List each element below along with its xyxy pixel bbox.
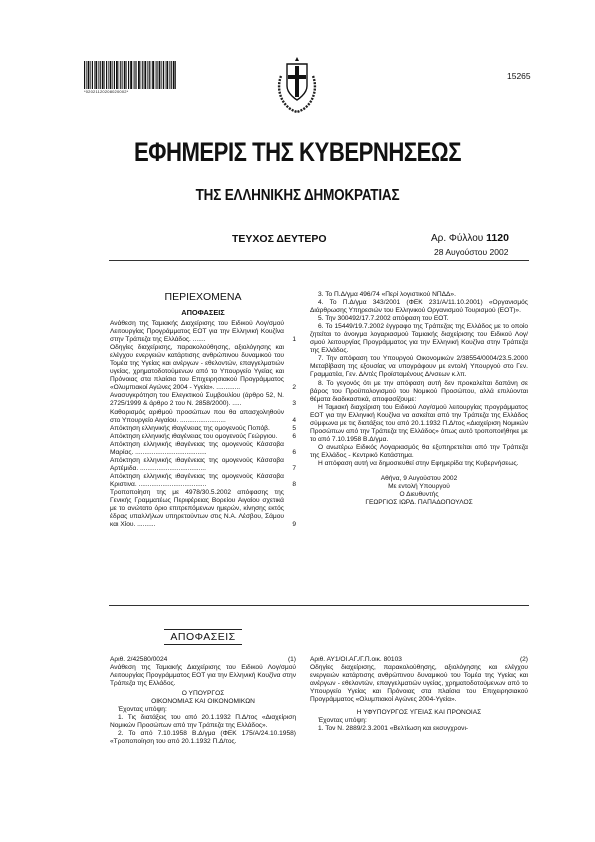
masthead-title: ΕΦΗΜΕΡΙΣ ΤΗΣ ΚΥΒΕΡΝΗΣΕΩΣ (133, 137, 461, 167)
toc-entry (110, 392, 296, 408)
toc-entry-page: 8 (292, 480, 296, 488)
decisions-heading (110, 629, 296, 645)
decision-1-authority-line1: Ο ΥΠΟΥΡΓΟΣ (181, 690, 225, 698)
paragraph: 5. Την 300492/17.7.2002 απόφαση του ΕΟΤ. (318, 315, 449, 323)
paragraph: 6. Το 15449/19.7.2002 έγγραφο της Τράπεζας της Ελλάδος με το οποίο ζητείται το άνοιγμα λογαριασμού Ταμιακής διαχείρισης του Ειδικού Λογ/σμού λειτουργίας Προγράμματος για την Ελληνική Κουζίνα στην Τράπεζα της Ελλάδος. (310, 323, 528, 355)
decision-1-having: Έχοντας υπόψη: (118, 706, 167, 714)
issue-sheet-number: 1120 (486, 232, 509, 244)
decision-1-title: Ανάθεση της Ταμιακής Διαχείρισης του Ειδικού Λογ/σμού Λειτουργίας Προγράμματος ΕΟΤ για την Ελληνική Κουζίνα στην Τράπεζα της Ελλάδος. (110, 664, 296, 688)
toc-entry-text: Απόκτηση ελληνικής ιθαγένειας της ομογενούς Κάσσοβα Κριστινα. ..................................... (110, 472, 284, 488)
toc-entry-page: 3 (292, 400, 296, 408)
toc-entry-page: 6 (292, 448, 296, 456)
coat-of-arms-icon (275, 56, 319, 116)
toc-entry-page: 6 (292, 432, 296, 440)
masthead (0, 135, 595, 205)
decision-1-number: (1) (287, 656, 296, 663)
barcode-bars (84, 61, 176, 89)
page-number: 15265 (507, 71, 531, 81)
issue-sheet-label: Αρ. Φύλλου (431, 233, 484, 244)
toc-entry-text: Απόκτηση ελληνικής ιθαγένειας της ομογενούς Κάσσοβα Μαρίας. ....................................... (110, 440, 284, 456)
toc-entry (110, 409, 296, 425)
issue-series: ΤΕΥΧΟΣ ΔΕΥΤΕΡΟ (232, 233, 327, 245)
header-divider (109, 260, 529, 261)
paragraph: Ο ανωτέρω Ειδικός Λογαριασμός θα εξυπηρετείται από την Τράπεζα της Ελλάδος - Κεντρικό Κατάστημα. (310, 443, 528, 459)
paragraph: 3. Το Π.Δ/γμα 496/74 «Περί λογιστικού ΝΠΔΔ». (318, 291, 456, 298)
decision-1 (110, 656, 296, 747)
paragraph: 7. Την απόφαση του Υπουργού Οικονομικών 2/38554/0004/23.5.2000 Μεταβίβαση της εξουσίας να υπογράφουν με εντολή Υπουργού στο Γεν. Γραμματέα, Γεν. Δ/ντές Προϊσταμένους Δ/νσεων κ.λπ. (310, 355, 528, 379)
toc-entry-text: Ανασυγκρότηση του Ελεγκτικού Συμβουλίου (άρθρο 52, Ν. 2725/1999 & άρθρο 2 του Ν. 2858/2000). ..... (110, 392, 284, 408)
signature-mandate: Με εντολή Υπουργού (388, 483, 450, 491)
toc-entry (110, 489, 296, 529)
decision-1-item: 2. Το από 7.10.1958 Β.Δ/γμα (ΦΕΚ 175/Α/24.10.1958) «Τροποποίηση του από 20.1.1932 Π.Δ/τος. (110, 730, 296, 746)
toc-entry-page: 2 (292, 384, 296, 392)
toc-entry-text: Τροποποίηση της με 4978/30.5.2002 απόφασης της Γενικής Γραμματέως Περιφέρειας Βορείου Αιγαίου σχετικά με το ανώτατο όριο επιτρεπόμενων ημερών, κίνησης εκτός έδρας υπαλλήλων υπηρετούντων στις Ν.Α. Λέσβου, Σάμου και Χίου. .......... (110, 488, 284, 529)
toc-entry (110, 433, 296, 441)
issue-sheet (431, 232, 509, 244)
toc-entry-page: 4 (292, 416, 296, 424)
toc-entry (110, 441, 296, 457)
decisions-heading-text: ΑΠΟΦΑΣΕΙΣ (164, 629, 241, 645)
decision-2-ref: Αριθ. ΑΥ1/ΟΙ.ΑΓ./Γ.Π.οικ. 80103 (310, 656, 402, 663)
paragraph: 4. Το Π.Δ/γμα 343/2001 (ΦΕΚ 231/Α/11.10.2001) «Οργανισμός Διάρθρωσης Υπηρεσιών του Ελληνικού Οργανισμού Τουρισμού (ΕΟΤ)». (310, 299, 528, 315)
signature-place-date: Αθήνα, 9 Αυγούστου 2002 (380, 475, 458, 483)
toc-entry-text: Καθορισμός αριθμού προσώπων που θα απασχοληθούν στο Υπουργείο Αιγαίου. ......................... (110, 408, 284, 424)
toc-subheading: ΑΠΟΦΑΣΕΙΣ (181, 308, 225, 317)
toc-entry-page: 1 (292, 336, 296, 344)
toc-entry-page: 9 (292, 521, 296, 529)
paragraph: Η Ταμιακή διαχείριση του Ειδικού Λογ/σμού λειτουργίας προγράμματος ΕΟΤ για την Ελληνική Κουζίνα να ασκείται από την Τράπεζα της Ελλάδος σύμφωνα με τις διατάξεις του από 20.1.1932 Π.Δ/τος «Διαχείριση Νομικών Προσώπων από την Τράπεζα της Ελλάδος» όπως αυτό τροποποιήθηκε με το από 7.10.1958 Β.Δ/γμα. (310, 403, 528, 443)
decision-2 (310, 656, 528, 733)
toc-list (110, 320, 296, 529)
decision-2-authority: Η ΥΦΥΠΟΥΡΓΟΣ ΥΓΕΙΑΣ ΚΑΙ ΠΡΟΝΟΙΑΣ (356, 709, 482, 717)
paragraph: 8. Το γεγονός ότι με την απόφαση αυτή δεν προκαλείται δαπάνη σε βάρος του Προϋπολογισμού του Νομικού Προσώπου, αλλά επιλύονται θέματα διαδικαστικά, αποφασίζουμε: (310, 379, 528, 403)
barcode (84, 61, 176, 89)
coat-of-arms-emblem (275, 56, 319, 116)
toc-entry (110, 457, 296, 473)
right-column-top (310, 291, 528, 507)
paragraph: Η απόφαση αυτή να δημοσιευθεί στην Εφημερίδα της Κυβερνήσεως. (318, 459, 519, 467)
toc-entry-page: 5 (292, 424, 296, 432)
section-divider (109, 605, 529, 606)
toc-entry-text: Απόκτηση ελληνικής ιθαγένειας της ομογενούς Κάσσοβα Αρτέμιδα. .................................... (110, 456, 284, 472)
toc-entry-page: 7 (292, 464, 296, 472)
decision-2-number: (2) (519, 656, 528, 663)
toc-entry-text: Ανάθεση της Ταμιακής Διαχείρισης του Ειδικού Λογ/σμού Λειτουργίας Προγράμματος ΕΟΤ για την Ελληνική Κουζίνα στην Τράπεζα της Ελλάδος. ....... (110, 320, 284, 344)
toc-entry (110, 320, 296, 344)
decision-2-ref-row (310, 656, 528, 664)
signature-role: Ο Διευθυντής (399, 491, 439, 499)
issue-date: 28 Αυγούστου 2002 (434, 247, 509, 257)
decision-2-title: Οδηγίες διαχείρισης, παρακολούθησης, αξιολόγησης και ελέγχου ενεργειών κατάρτισης ανθρώπινου δυναμικού του Τομέα της Υγείας και ανέργων - εθελοντών, επαγγελματιών υγείας, χρηματοδοτούμενων από το Υπουργείο Υγείας και Πρόνοιας στα πλαίσια του Επιχειρησιακού Προγράμματος «Ολυμπιακοί Αγώνες 2004-Υγεία». (310, 664, 528, 704)
toc-entry (110, 425, 296, 433)
decision-1-ref-row (110, 656, 296, 664)
toc-entry-text: Απόκτηση ελληνικής ιθαγένειας του ομογενούς Γεώργιου. (110, 432, 278, 440)
decision-2-having: Έχοντας υπόψη: (318, 717, 367, 725)
toc-entry-text: Απόκτηση ελληνικής ιθαγένειας της ομογενούς Ποπόβ. (110, 424, 270, 432)
masthead-subtitle: ΤΗΣ ΕΛΛΗΝΙΚΗΣ ΔΗΜΟΚΡΑΤΙΑΣ (195, 187, 400, 204)
toc-entry-text: Οδηγίες διαχείρισης, παρακολούθησης, αξιολόγησης και ελέγχου ενεργειών κατάρτισης ανθρώπινου δυναμικού του Τομέα της Υγείας και ανέργων - εθελοντών, επαγγελματιών υγείας, χρηματοδοτούμενων από το Υπουργείο Υγείας και Πρόνοιας στα πλαίσια του Επιχειρησιακού Προγράμματος «Ολυμπιακοί Αγώνες 2004 - Υγεία». ............. (110, 344, 284, 392)
decision-1-item: 1. Τις διατάξεις του από 20.1.1932 Π.Δ/τος «Διαχείριση Νομικών Προσώπων από την Τράπεζα της Ελλάδος». (110, 714, 296, 730)
decision-1-authority-line2: ΟΙΚΟΝΟΜΙΑΣ ΚΑΙ ΟΙΚΟΝΟΜΙΚΩΝ (151, 698, 255, 706)
toc-entry (110, 473, 296, 489)
toc-heading: ΠΕΡΙΕΧΟΜΕΝΑ (164, 291, 242, 303)
barcode-text: *02021120208020002* (84, 89, 129, 94)
signature-name: ΓΕΩΡΓΙΟΣ ΙΩΡΔ. ΠΑΠΑΔΟΠΟΥΛΟΣ (365, 499, 473, 507)
decision-2-item: 1. Τον Ν. 2889/2.3.2001 «Βελτίωση και εκσυγχρονι- (318, 725, 469, 733)
toc-entry (110, 344, 296, 392)
decision-1-ref: Αριθ. 2/42580/0024 (110, 656, 168, 663)
